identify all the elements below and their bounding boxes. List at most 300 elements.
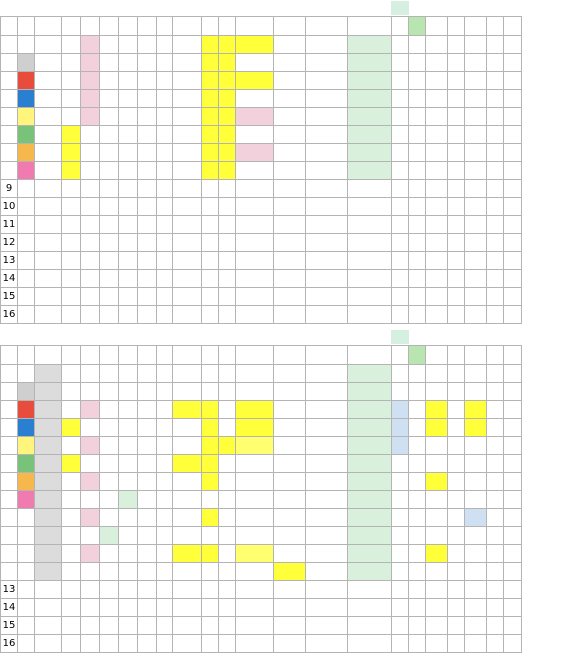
- col-c: [100, 563, 119, 581]
- dark: [504, 509, 522, 527]
- empty-cell: [348, 581, 392, 599]
- empty-cell: [157, 599, 173, 617]
- empty-cell: [306, 635, 348, 653]
- empty-cell: [100, 635, 119, 653]
- jockey-record: [306, 527, 348, 545]
- odds-value: [236, 72, 274, 90]
- empty-cell: [35, 581, 62, 599]
- col-a: [62, 419, 81, 437]
- col-a: [62, 491, 81, 509]
- finish: [392, 126, 409, 144]
- distance-move: [274, 401, 306, 419]
- col-b: [81, 36, 100, 54]
- count-2: [487, 419, 504, 437]
- empty-cell: [504, 270, 522, 288]
- col-c: [100, 144, 119, 162]
- col-b: [81, 144, 100, 162]
- p-percent: [465, 90, 487, 108]
- col-b: [81, 419, 100, 437]
- empty-cell: [236, 252, 274, 270]
- empty-cell: [306, 270, 348, 288]
- empty-cell: [35, 198, 62, 216]
- table-row: [1, 635, 522, 653]
- prediction-mark: [173, 509, 202, 527]
- p-percent: [465, 126, 487, 144]
- frame-number: [18, 36, 35, 54]
- empty-cell: [348, 288, 392, 306]
- horse-number: [1, 90, 18, 108]
- col-minus: [202, 365, 219, 383]
- count-1: [448, 563, 465, 581]
- empty-cell: [236, 288, 274, 306]
- empty-cell: [487, 617, 504, 635]
- distance-move: [274, 473, 306, 491]
- prediction-mark: [173, 72, 202, 90]
- header-extra-3: [305, 1, 347, 15]
- empty-cell: [18, 288, 35, 306]
- frame-number: [18, 437, 35, 455]
- empty-cell: [348, 306, 392, 324]
- empty-cell: [487, 198, 504, 216]
- running-style: [157, 90, 173, 108]
- column-header: [426, 346, 448, 365]
- ability-rank: [35, 563, 62, 581]
- finish: [392, 545, 409, 563]
- col-a: [62, 72, 81, 90]
- empty-cell: [81, 581, 100, 599]
- column-header: [157, 17, 173, 36]
- empty-cell: [465, 198, 487, 216]
- dark: [504, 401, 522, 419]
- col-c: [100, 491, 119, 509]
- distance-move: [274, 90, 306, 108]
- ability-rank: [35, 491, 62, 509]
- distance: [409, 108, 426, 126]
- table-row: [1, 216, 522, 234]
- empty-cell: [487, 270, 504, 288]
- odds-value: [236, 509, 274, 527]
- col-minus: [202, 162, 219, 180]
- empty-cell: [173, 234, 202, 252]
- col-c: [100, 365, 119, 383]
- empty-cell: [487, 599, 504, 617]
- col-a: [62, 383, 81, 401]
- empty-cell: [409, 581, 426, 599]
- p-percent: [465, 162, 487, 180]
- empty-cell: [81, 198, 100, 216]
- finish: [392, 144, 409, 162]
- odds-value: [236, 419, 274, 437]
- empty-cell: [487, 180, 504, 198]
- horse-number: [1, 419, 18, 437]
- table-row: [1, 180, 522, 198]
- finish: [392, 509, 409, 527]
- odds-value: [236, 401, 274, 419]
- header-extra-3: [305, 330, 347, 344]
- empty-cell: [504, 599, 522, 617]
- empty-cell: [100, 288, 119, 306]
- empty-cell: [274, 270, 306, 288]
- p-percent: [465, 491, 487, 509]
- frame-number: [18, 419, 35, 437]
- finish: [392, 527, 409, 545]
- jockey-name: [348, 36, 392, 54]
- frame-number: [18, 365, 35, 383]
- horse-number: [1, 383, 18, 401]
- count-1: [448, 491, 465, 509]
- column-header: [236, 17, 274, 36]
- col-d: [119, 401, 138, 419]
- col-d: [119, 473, 138, 491]
- col-b: [81, 545, 100, 563]
- dark: [504, 162, 522, 180]
- col-d: [119, 36, 138, 54]
- empty-cell: [426, 617, 448, 635]
- table-row: [1, 437, 522, 455]
- horse-number: [1, 54, 18, 72]
- header-extra-1: [201, 330, 273, 344]
- odds-value: [236, 108, 274, 126]
- ability-rank: [35, 108, 62, 126]
- empty-cell: [426, 180, 448, 198]
- empty-cell: [119, 306, 138, 324]
- col-minus: [202, 563, 219, 581]
- odds-value: [236, 90, 274, 108]
- horse-number: [1, 491, 18, 509]
- empty-cell: [219, 581, 236, 599]
- empty-cell: [138, 216, 157, 234]
- empty-cell: [157, 581, 173, 599]
- frame-number: [18, 563, 35, 581]
- count-1: [448, 54, 465, 72]
- table-row: [1, 581, 522, 599]
- col-d: [119, 365, 138, 383]
- empty-cell: [18, 599, 35, 617]
- empty-cell: [18, 581, 35, 599]
- column-header: [274, 346, 306, 365]
- horse-number: [1, 126, 18, 144]
- prediction-mark: [173, 437, 202, 455]
- distance: [409, 491, 426, 509]
- finish: [392, 162, 409, 180]
- col-a: [62, 54, 81, 72]
- horse-number: [1, 473, 18, 491]
- distance-move: [274, 563, 306, 581]
- empty-cell: [274, 581, 306, 599]
- empty-cell: [81, 216, 100, 234]
- col-mae: [219, 563, 236, 581]
- col-b: [81, 437, 100, 455]
- distance-move: [274, 365, 306, 383]
- jockey-record: [306, 509, 348, 527]
- col-d: [119, 90, 138, 108]
- empty-cell: [504, 635, 522, 653]
- p-percent: [465, 419, 487, 437]
- table-row: [1, 234, 522, 252]
- col-b: [81, 383, 100, 401]
- column-header: [100, 346, 119, 365]
- col-b: [81, 365, 100, 383]
- count-2: [487, 162, 504, 180]
- dark: [504, 491, 522, 509]
- header-row: [1, 346, 522, 365]
- empty-cell: [392, 288, 409, 306]
- arrow-mark: [138, 419, 157, 437]
- count-2: [487, 563, 504, 581]
- running-style: [157, 473, 173, 491]
- empty-cell: [392, 270, 409, 288]
- horse-number: 14: [1, 599, 18, 617]
- odds-value: [236, 162, 274, 180]
- table-row: [1, 401, 522, 419]
- empty-cell: [18, 617, 35, 635]
- col-d: [119, 72, 138, 90]
- ability-rank: [35, 527, 62, 545]
- column-header: [348, 17, 392, 36]
- blank-header: [18, 346, 35, 365]
- empty-cell: [119, 180, 138, 198]
- empty-cell: [409, 306, 426, 324]
- col-d: [119, 437, 138, 455]
- col-mae: [219, 455, 236, 473]
- p-percent: [465, 401, 487, 419]
- col-c: [100, 72, 119, 90]
- prediction-mark: [173, 126, 202, 144]
- dark: [504, 563, 522, 581]
- table-row: [1, 491, 522, 509]
- count-2: [487, 545, 504, 563]
- empty-cell: [426, 581, 448, 599]
- empty-cell: [100, 198, 119, 216]
- count-2: [487, 527, 504, 545]
- ability-rank: [35, 509, 62, 527]
- frame-number: [18, 126, 35, 144]
- empty-cell: [392, 581, 409, 599]
- prediction-mark: [173, 108, 202, 126]
- empty-cell: [35, 180, 62, 198]
- empty-cell: [274, 180, 306, 198]
- prediction-mark: [173, 545, 202, 563]
- p-percent: [465, 563, 487, 581]
- col-mae: [219, 437, 236, 455]
- col-minus: [202, 545, 219, 563]
- col-d: [119, 54, 138, 72]
- empty-cell: [348, 635, 392, 653]
- col-minus: [202, 437, 219, 455]
- col-minus: [202, 455, 219, 473]
- empty-cell: [274, 234, 306, 252]
- col-mae: [219, 162, 236, 180]
- col-b: [81, 401, 100, 419]
- horse-number: [1, 108, 18, 126]
- empty-cell: [392, 306, 409, 324]
- finish: [392, 72, 409, 90]
- count-2: [487, 401, 504, 419]
- jockey-record: [306, 90, 348, 108]
- jockey-name: [348, 54, 392, 72]
- col-c: [100, 54, 119, 72]
- jockey-record: [306, 365, 348, 383]
- col-a: [62, 162, 81, 180]
- k-percent: [426, 162, 448, 180]
- odds-value: [236, 455, 274, 473]
- empty-cell: [119, 198, 138, 216]
- jockey-name: [348, 365, 392, 383]
- k-percent: [426, 509, 448, 527]
- empty-cell: [409, 270, 426, 288]
- empty-cell: [81, 252, 100, 270]
- count-2: [487, 509, 504, 527]
- col-c: [100, 383, 119, 401]
- horse-number: [1, 545, 18, 563]
- column-header: [62, 346, 81, 365]
- col-minus: [202, 72, 219, 90]
- horse-number: [1, 72, 18, 90]
- count-1: [448, 126, 465, 144]
- odds-value: [236, 437, 274, 455]
- p-percent: [465, 455, 487, 473]
- col-d: [119, 563, 138, 581]
- column-header: [119, 346, 138, 365]
- col-a: [62, 509, 81, 527]
- empty-cell: [157, 306, 173, 324]
- empty-cell: [202, 635, 219, 653]
- arrow-mark: [138, 401, 157, 419]
- running-style: [157, 437, 173, 455]
- column-header: [465, 17, 487, 36]
- arrow-mark: [138, 36, 157, 54]
- ability-rank: [35, 437, 62, 455]
- horse-number: [1, 365, 18, 383]
- prediction-mark: [173, 419, 202, 437]
- empty-cell: [487, 581, 504, 599]
- header-extra-1: [201, 1, 273, 15]
- col-minus: [202, 54, 219, 72]
- col-mae: [219, 365, 236, 383]
- race-header: [0, 329, 578, 345]
- table-row: [1, 473, 522, 491]
- table-row: [1, 288, 522, 306]
- running-style: [157, 54, 173, 72]
- col-d: [119, 126, 138, 144]
- table-row: [1, 72, 522, 90]
- col-d: [119, 491, 138, 509]
- empty-cell: [392, 198, 409, 216]
- col-minus: [202, 36, 219, 54]
- empty-cell: [465, 306, 487, 324]
- jockey-name: [348, 473, 392, 491]
- k-percent: [426, 491, 448, 509]
- count-2: [487, 126, 504, 144]
- frame-number: [18, 545, 35, 563]
- arrow-mark: [138, 162, 157, 180]
- column-header: [219, 17, 236, 36]
- empty-cell: [157, 216, 173, 234]
- col-mae: [219, 72, 236, 90]
- prediction-mark: [173, 527, 202, 545]
- empty-cell: [81, 270, 100, 288]
- arrow-mark: [138, 545, 157, 563]
- col-mae: [219, 401, 236, 419]
- empty-cell: [504, 252, 522, 270]
- empty-cell: [138, 252, 157, 270]
- column-header: [81, 17, 100, 36]
- empty-cell: [173, 198, 202, 216]
- col-mae: [219, 126, 236, 144]
- jockey-record: [306, 162, 348, 180]
- table-row: [1, 162, 522, 180]
- empty-cell: [18, 306, 35, 324]
- jockey-record: [306, 72, 348, 90]
- empty-cell: [274, 288, 306, 306]
- empty-cell: [274, 599, 306, 617]
- col-a: [62, 108, 81, 126]
- col-a: [62, 473, 81, 491]
- empty-cell: [62, 270, 81, 288]
- empty-cell: [409, 252, 426, 270]
- empty-cell: [157, 252, 173, 270]
- empty-cell: [274, 306, 306, 324]
- col-d: [119, 419, 138, 437]
- horse-number: 9: [1, 180, 18, 198]
- empty-cell: [119, 635, 138, 653]
- empty-cell: [306, 180, 348, 198]
- count-2: [487, 108, 504, 126]
- empty-cell: [157, 288, 173, 306]
- empty-cell: [426, 599, 448, 617]
- distance: [409, 383, 426, 401]
- dark: [504, 90, 522, 108]
- k-percent: [426, 473, 448, 491]
- prediction-mark: [173, 563, 202, 581]
- col-mae: [219, 473, 236, 491]
- jockey-record: [306, 126, 348, 144]
- empty-cell: [138, 599, 157, 617]
- col-a: [62, 36, 81, 54]
- horse-number: [1, 36, 18, 54]
- odds-value: [236, 527, 274, 545]
- col-minus: [202, 144, 219, 162]
- count-1: [448, 144, 465, 162]
- empty-cell: [236, 635, 274, 653]
- empty-cell: [138, 270, 157, 288]
- running-style: [157, 545, 173, 563]
- running-style: [157, 383, 173, 401]
- k-percent: [426, 401, 448, 419]
- empty-cell: [62, 599, 81, 617]
- frame-number: [18, 383, 35, 401]
- frame-number: [18, 455, 35, 473]
- empty-cell: [219, 180, 236, 198]
- k-percent: [426, 563, 448, 581]
- ability-rank: [35, 419, 62, 437]
- count-1: [448, 72, 465, 90]
- count-1: [448, 108, 465, 126]
- running-style: [157, 401, 173, 419]
- frame-number: [18, 401, 35, 419]
- col-minus: [202, 90, 219, 108]
- empty-cell: [409, 180, 426, 198]
- finish: [392, 54, 409, 72]
- distance: [409, 144, 426, 162]
- empty-cell: [465, 180, 487, 198]
- empty-cell: [236, 581, 274, 599]
- k-percent: [426, 90, 448, 108]
- column-header: [100, 17, 119, 36]
- empty-cell: [138, 288, 157, 306]
- empty-cell: [219, 617, 236, 635]
- col-d: [119, 144, 138, 162]
